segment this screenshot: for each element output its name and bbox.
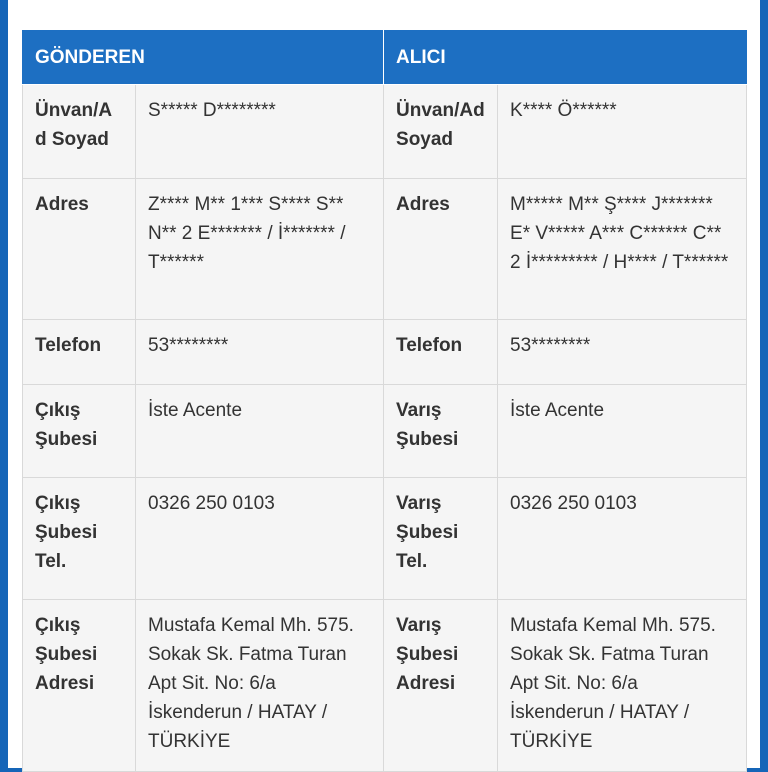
- receiver-phone-label: Telefon: [384, 320, 498, 385]
- arrival-branch-address-label: Varış Şubesi Adresi: [384, 600, 498, 772]
- sender-address-value: Z**** M** 1*** S**** S** N** 2 E******* / İ******* / T******: [136, 179, 384, 320]
- sender-name-value: S***** D********: [136, 85, 384, 179]
- receiver-header: ALICI: [384, 30, 747, 85]
- receiver-name-value: K**** Ö******: [498, 85, 747, 179]
- arrival-branch-phone-value: 0326 250 0103: [498, 478, 747, 600]
- table-header-row: [23, 30, 747, 85]
- arrival-branch-label: Varış Şubesi: [384, 385, 498, 478]
- departure-branch-address-value: Mustafa Kemal Mh. 575. Sokak Sk. Fatma Turan Apt Sit. No: 6/a İskenderun / HATAY / TÜRKİYE: [136, 600, 384, 772]
- sender-name-label: Ünvan/Ad Soyad: [23, 85, 136, 179]
- receiver-address-label: Adres: [384, 179, 498, 320]
- table-row-address: [23, 179, 747, 320]
- departure-branch-phone-label: Çıkış Şubesi Tel.: [23, 478, 136, 600]
- table-row-branch-phone: [23, 478, 747, 600]
- sender-header: GÖNDEREN: [23, 30, 384, 85]
- arrival-branch-phone-label: Varış Şubesi Tel.: [384, 478, 498, 600]
- arrival-branch-address-value: Mustafa Kemal Mh. 575. Sokak Sk. Fatma Turan Apt Sit. No: 6/a İskenderun / HATAY / TÜRKİYE: [498, 600, 747, 772]
- table-row-phone: [23, 320, 747, 385]
- receiver-phone-value: 53********: [498, 320, 747, 385]
- sender-phone-value: 53********: [136, 320, 384, 385]
- departure-branch-phone-value: 0326 250 0103: [136, 478, 384, 600]
- departure-branch-address-label: Çıkış Şubesi Adresi: [23, 600, 136, 772]
- departure-branch-value: İste Acente: [136, 385, 384, 478]
- sender-address-label: Adres: [23, 179, 136, 320]
- receiver-address-value: M***** M** Ş**** J******* E* V***** A*** C****** C** 2 İ********* / H**** / T******: [498, 179, 747, 320]
- arrival-branch-value: İste Acente: [498, 385, 747, 478]
- table-row-name: [23, 85, 747, 179]
- shipment-details-table: [22, 30, 747, 772]
- receiver-name-label: Ünvan/Ad Soyad: [384, 85, 498, 179]
- table-row-branch: [23, 385, 747, 478]
- table-row-branch-address: [23, 600, 747, 772]
- page-content: [8, 0, 760, 768]
- departure-branch-label: Çıkış Şubesi: [23, 385, 136, 478]
- sender-phone-label: Telefon: [23, 320, 136, 385]
